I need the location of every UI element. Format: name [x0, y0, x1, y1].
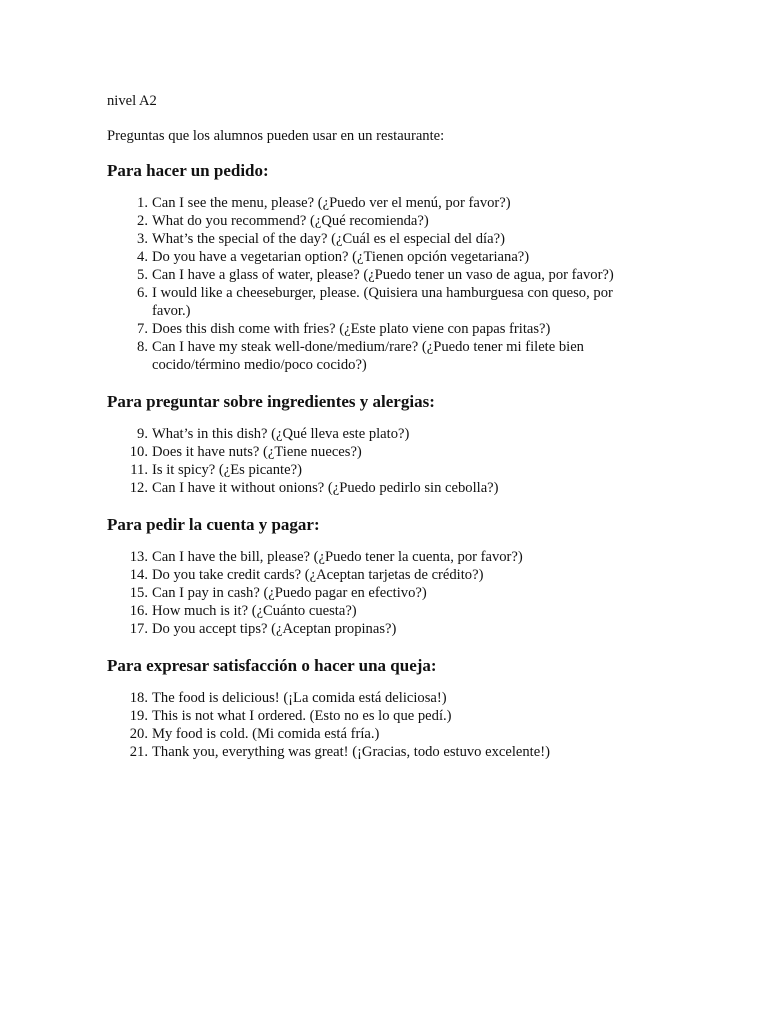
item-number: 14. [129, 567, 148, 583]
item-number: 12. [129, 480, 148, 496]
item-number: 8. [137, 339, 148, 355]
sections-container [107, 160, 647, 761]
item-text: Is it spicy? (¿Es picante?) [152, 462, 302, 478]
section-heading: Para pedir la cuenta y pagar: [107, 515, 320, 534]
item-number: 13. [129, 549, 148, 565]
item-text: What’s the special of the day? (¿Cuál es el especial del día?) [152, 231, 505, 247]
item-number: 11. [130, 462, 148, 478]
list-item [107, 443, 647, 461]
item-text: Do you have a vegetarian option? (¿Tienen opción vegetariana?) [152, 249, 530, 265]
list-item [107, 620, 647, 638]
item-text: Can I have it without onions? (¿Puedo pedirlo sin cebolla?) [152, 480, 499, 496]
list-item [107, 725, 647, 743]
section [107, 391, 647, 497]
item-text: The food is delicious! (¡La comida está deliciosa!) [152, 690, 447, 706]
item-number: 16. [129, 603, 148, 619]
item-text: What do you recommend? (¿Qué recomienda?) [152, 213, 429, 229]
item-text: I would like a cheeseburger, please. (Quisiera una hamburguesa con queso, por favor.) [152, 285, 613, 319]
level-label: nivel A2 [107, 93, 157, 109]
item-text: Does this dish come with fries? (¿Este plato viene con papas fritas?) [152, 321, 551, 337]
item-text: Can I have a glass of water, please? (¿Puedo tener un vaso de agua, por favor?) [152, 267, 614, 283]
list-item [107, 548, 647, 566]
list-item [107, 602, 647, 620]
item-number: 3. [137, 231, 148, 247]
list-item [107, 212, 647, 230]
item-number: 4. [137, 249, 148, 265]
item-text: Thank you, everything was great! (¡Gracias, todo estuvo excelente!) [152, 744, 550, 760]
item-number: 7. [137, 321, 148, 337]
item-text: Do you take credit cards? (¿Aceptan tarjetas de crédito?) [152, 567, 484, 583]
list-item [107, 284, 647, 320]
question-list [107, 548, 647, 638]
item-number: 6. [137, 285, 148, 301]
item-number: 2. [137, 213, 148, 229]
section [107, 655, 647, 761]
document-page [107, 92, 647, 761]
item-number: 18. [129, 690, 148, 706]
list-item [107, 194, 647, 212]
list-item [107, 248, 647, 266]
item-number: 15. [129, 585, 148, 601]
item-number: 17. [129, 621, 148, 637]
list-item [107, 707, 647, 725]
list-item [107, 566, 647, 584]
list-item [107, 743, 647, 761]
section [107, 160, 647, 374]
item-text: Can I have my steak well-done/medium/rare? (¿Puedo tener mi filete bien cocido/término medio/poco cocido?) [152, 339, 584, 373]
item-number: 9. [137, 426, 148, 442]
item-text: How much is it? (¿Cuánto cuesta?) [152, 603, 357, 619]
item-number: 5. [137, 267, 148, 283]
list-item [107, 266, 647, 284]
list-item [107, 689, 647, 707]
item-text: What’s in this dish? (¿Qué lleva este plato?) [152, 426, 410, 442]
item-number: 1. [137, 195, 148, 211]
item-text: Do you accept tips? (¿Aceptan propinas?) [152, 621, 397, 637]
item-text: Can I see the menu, please? (¿Puedo ver el menú, por favor?) [152, 195, 511, 211]
list-item [107, 230, 647, 248]
list-item [107, 425, 647, 443]
list-item [107, 479, 647, 497]
item-number: 21. [129, 744, 148, 760]
item-text: Can I have the bill, please? (¿Puedo tener la cuenta, por favor?) [152, 549, 523, 565]
list-item [107, 584, 647, 602]
item-number: 20. [129, 726, 148, 742]
section-heading: Para expresar satisfacción o hacer una queja: [107, 656, 437, 675]
list-item [107, 320, 647, 338]
section-heading: Para preguntar sobre ingredientes y alergias: [107, 392, 435, 411]
intro-text: Preguntas que los alumnos pueden usar en un restaurante: [107, 128, 445, 144]
item-text: This is not what I ordered. (Esto no es lo que pedí.) [152, 708, 452, 724]
question-list [107, 194, 647, 374]
section-heading: Para hacer un pedido: [107, 161, 269, 180]
item-text: My food is cold. (Mi comida está fría.) [152, 726, 380, 742]
list-item [107, 338, 647, 374]
item-text: Does it have nuts? (¿Tiene nueces?) [152, 444, 362, 460]
item-number: 19. [129, 708, 148, 724]
item-number: 10. [129, 444, 148, 460]
question-list [107, 425, 647, 497]
section [107, 514, 647, 638]
question-list [107, 689, 647, 761]
item-text: Can I pay in cash? (¿Puedo pagar en efectivo?) [152, 585, 427, 601]
list-item [107, 461, 647, 479]
